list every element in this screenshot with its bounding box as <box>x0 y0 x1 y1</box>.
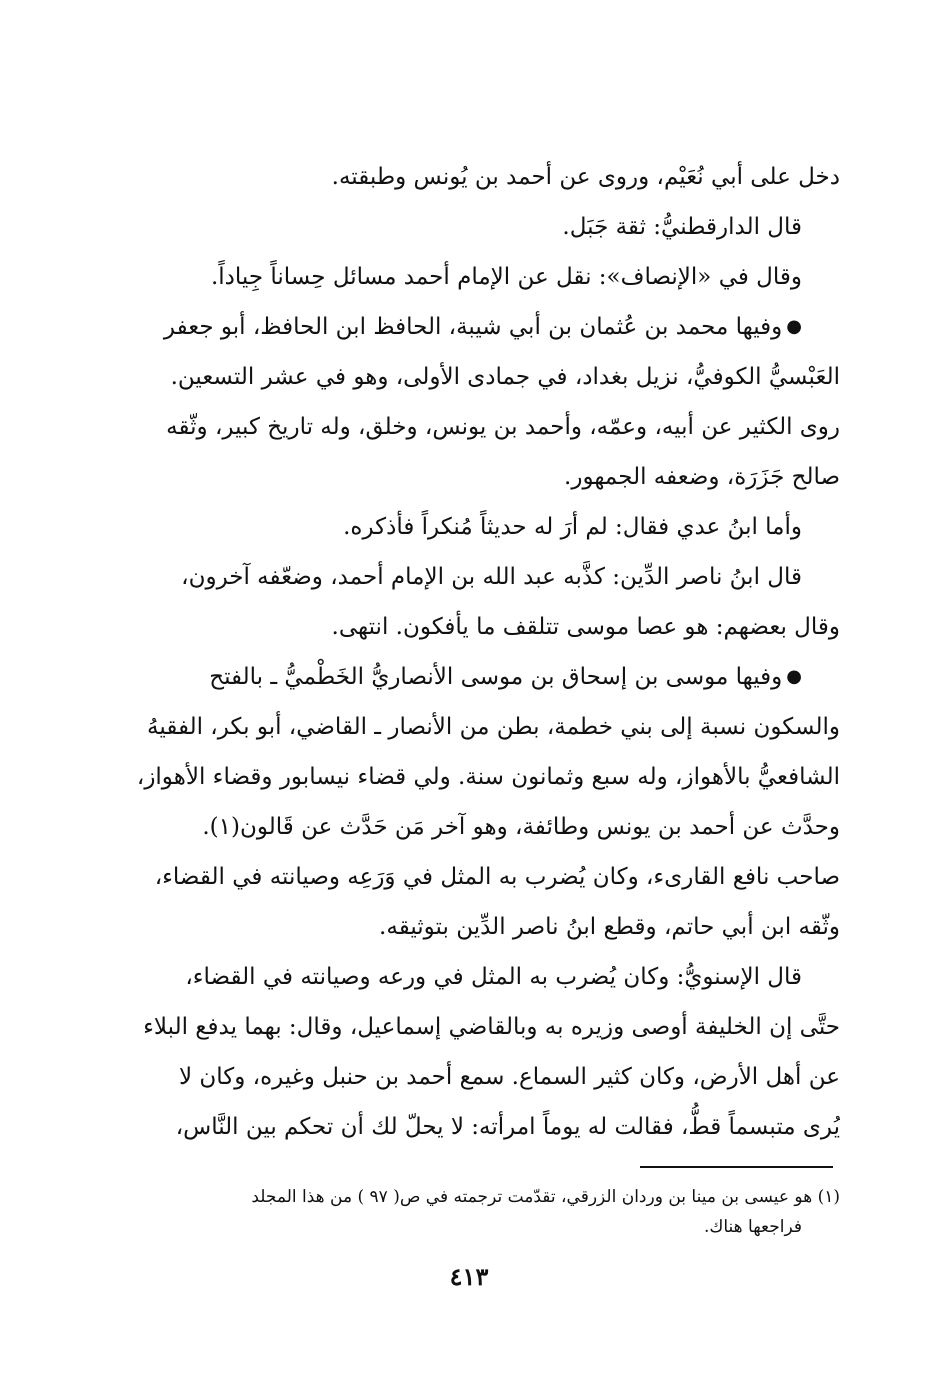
text-line: العَبْسيُّ الكوفيُّ، نزيل بغداد، في جمادى الأولى، وهو في عشر التسعين. <box>170 364 840 390</box>
text-line: دخل على أبي نُعَيْم، وروى عن أحمد بن يُونس وطبقته. <box>331 164 840 190</box>
text-line: وأما ابنُ عدي فقال: لم أرَ له حديثاً مُنكراً فأذكره. <box>343 514 802 540</box>
footnote-line: (١) هو عيسى بن مينا بن وردان الزرقي، تقدّمت ترجمته في ص( ٩٧ ) من هذا المجلد <box>251 1187 840 1207</box>
text-line-bulleted <box>128 302 840 352</box>
body-text <box>128 152 840 1152</box>
text-line: وقال بعضهم: هو عصا موسى تتلقف ما يأفكون. انتهى. <box>331 614 840 640</box>
text-line: والسكون نسبة إلى بني خطمة، بطن من الأنصار ـ القاضي، أبو بكر، الفقيهُ <box>147 714 840 740</box>
text-line: روى الكثير عن أبيه، وعمّه، وأحمد بن يونس، وخلق، وله تاريخ كبير، وثّقه <box>166 414 840 440</box>
text-line: وحدَّث عن أحمد بن يونس وطائفة، وهو آخر مَن حَدَّث عن قَالون(١). <box>202 814 840 840</box>
page-number: ٤١٣ <box>449 1262 489 1291</box>
footnote-divider <box>640 1166 833 1168</box>
text-line: قال ابنُ ناصر الدِّين: كذَّبه عبد الله بن الإمام أحمد، وضعّفه آخرون، <box>181 564 802 590</box>
text-line: صاحب نافع القارىء، وكان يُضرب به المثل في وَرَعِه وصيانته في القضاء، <box>154 864 840 890</box>
text-line: حتَّى إن الخليفة أوصى وزيره به وبالقاضي إسماعيل، وقال: بهما يدفع البلاء <box>143 1014 840 1040</box>
footnote-line: فراجعها هناك. <box>703 1217 802 1237</box>
text-line: قال الدارقطنيُّ: ثقة جَبَل. <box>562 214 802 240</box>
text-line: وثّقه ابن أبي حاتم، وقطع ابنُ ناصر الدِّين بتوثيقه. <box>379 914 840 940</box>
text-line: قال الإسنويُّ: وكان يُضرب به المثل في ورعه وصيانته في القضاء، <box>185 964 802 990</box>
text-line: يُرى متبسماً قطُّ، فقالت له يوماً امرأته: لا يحلّ لك أن تحكم بين النَّاس، <box>175 1114 840 1140</box>
text-line-content: وفيها موسى بن إسحاق بن موسى الأنصاريُّ الخَطْميُّ ـ بالفتح <box>209 664 783 690</box>
bullet-icon: ● <box>786 316 802 337</box>
text-line-content: وفيها محمد بن عُثمان بن أبي شيبة، الحافظ ابن الحافظ، أبو جعفر <box>163 314 783 340</box>
text-line: عن أهل الأرض، وكان كثير السماع. سمع أحمد بن حنبل وغيره، وكان لا <box>178 1064 840 1090</box>
text-line: وقال في «الإنصاف»: نقل عن الإمام أحمد مسائل حِساناً جِياداً. <box>210 264 802 290</box>
bullet-icon: ● <box>786 666 802 687</box>
text-line-bulleted <box>128 652 840 702</box>
text-line: صالح جَزَرَة، وضعفه الجمهور. <box>564 464 840 490</box>
footnote <box>128 1182 840 1242</box>
text-line: الشافعيُّ بالأهواز، وله سبع وثمانون سنة. ولي قضاء نيسابور وقضاء الأهواز، <box>136 764 840 790</box>
